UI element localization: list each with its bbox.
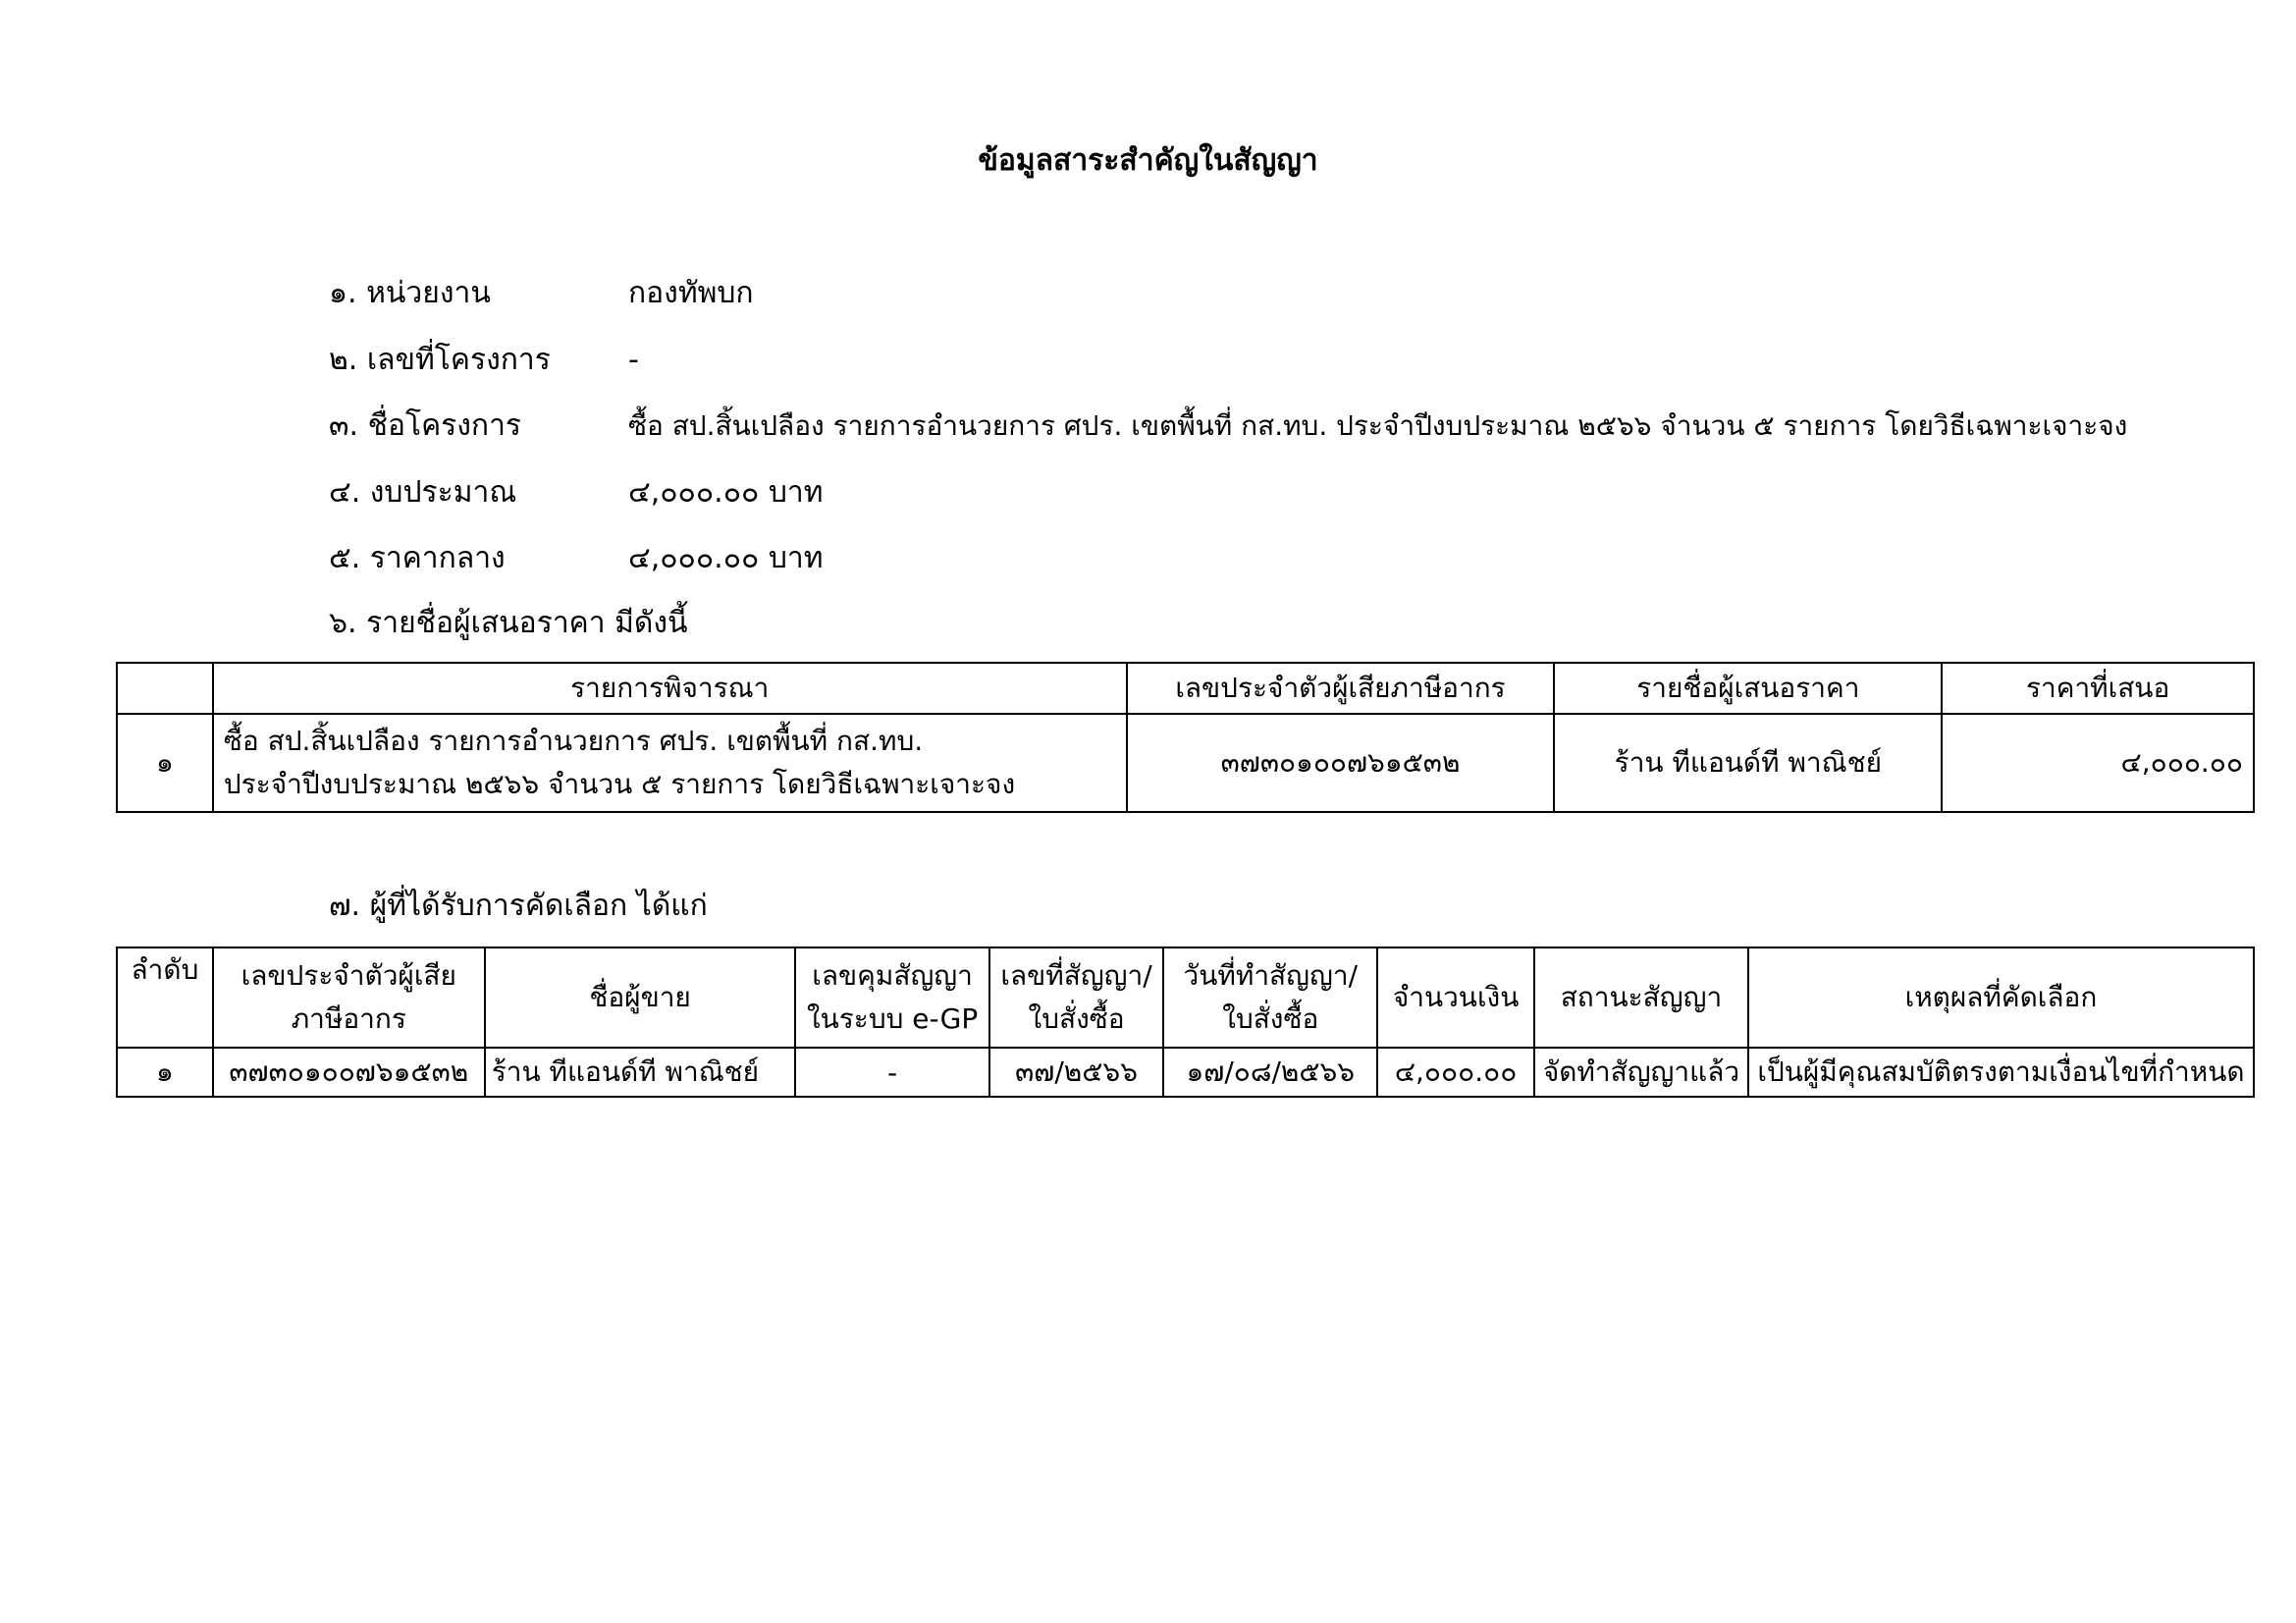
row-bidder: ร้าน ทีแอนด์ที พาณิชย์ — [1554, 714, 1942, 812]
column-header-number: ลำดับ — [117, 947, 213, 1048]
header-line: เลขประจำตัวผู้เสีย — [240, 959, 456, 992]
row-status: จัดทำสัญญาแล้ว — [1534, 1048, 1748, 1097]
column-header-reason: เหตุผลที่คัดเลือก — [1748, 947, 2254, 1048]
header-line: ภาษีอากร — [291, 1002, 406, 1035]
row-item-line: ซื้อ สป.สิ้นเปลือง รายการอำนวยการ ศปร. เขตพื้นที่ กส.ทบ. — [223, 725, 924, 757]
row-number: ๑ — [117, 1048, 213, 1097]
info-value: ซื้อ สป.สิ้นเปลือง รายการอำนวยการ ศปร. เขตพื้นที่ กส.ทบ. ประจำปีงบประมาณ ๒๕๖๖ จำนวน ๕ รายการ โดยวิธีเฉพาะเจาะจง — [628, 409, 2128, 442]
info-row-budget — [329, 472, 824, 514]
row-number: ๑ — [117, 714, 213, 812]
info-row-project-number — [329, 340, 639, 381]
column-header-status: สถานะสัญญา — [1534, 947, 1748, 1048]
row-tax-id: ๓๗๓๐๑๐๐๗๖๑๕๓๒ — [1127, 714, 1555, 812]
table-header-row — [117, 947, 2254, 1048]
info-label: ๕. ราคากลาง — [329, 541, 506, 575]
column-header-egp-number — [795, 947, 988, 1048]
column-header-bidder: รายชื่อผู้เสนอราคา — [1554, 663, 1942, 714]
info-value: - — [628, 343, 639, 377]
column-header-price: ราคาที่เสนอ — [1942, 663, 2254, 714]
info-row-project-name — [329, 406, 2127, 447]
row-item — [213, 714, 1127, 812]
bidders-table — [116, 662, 2255, 813]
info-row-agency — [329, 273, 754, 314]
info-value: ๔,๐๐๐.๐๐ บาท — [628, 475, 824, 510]
column-header-amount: จำนวนเงิน — [1377, 947, 1534, 1048]
info-label: ๒. เลขที่โครงการ — [329, 343, 551, 377]
column-header-item: รายการพิจารณา — [213, 663, 1127, 714]
info-label: ๔. งบประมาณ — [329, 475, 517, 510]
table-header-row — [117, 663, 2254, 714]
header-line: เลขคุมสัญญา — [812, 959, 973, 992]
column-header-contract-number — [989, 947, 1164, 1048]
header-line: ในระบบ e-GP — [806, 1002, 979, 1035]
row-seller: ร้าน ทีแอนด์ที พาณิชย์ — [485, 1048, 796, 1097]
row-item-line: ประจำปีงบประมาณ ๒๕๖๖ จำนวน ๕ รายการ โดยวิธีเฉพาะเจาะจง — [223, 768, 1016, 800]
info-value: กองทัพบก — [628, 276, 754, 310]
row-price: ๔,๐๐๐.๐๐ — [1942, 714, 2254, 812]
table-row — [117, 1048, 2254, 1097]
selected-heading: ๗. ผู้ที่ได้รับการคัดเลือก ได้แก่ — [329, 889, 708, 923]
info-label: ๑. หน่วยงาน — [329, 276, 491, 310]
header-line: เลขที่สัญญา/ — [1000, 959, 1152, 992]
bidders-heading: ๖. รายชื่อผู้เสนอราคา มีดังนี้ — [329, 606, 688, 640]
row-contract-number: ๓๗/๒๕๖๖ — [989, 1048, 1164, 1097]
row-amount: ๔,๐๐๐.๐๐ — [1377, 1048, 1534, 1097]
row-contract-date: ๑๗/๐๘/๒๕๖๖ — [1163, 1048, 1377, 1097]
column-header-tax-id — [213, 947, 485, 1048]
column-header-tax-id: เลขประจำตัวผู้เสียภาษีอากร — [1127, 663, 1555, 714]
row-tax-id: ๓๗๓๐๑๐๐๗๖๑๕๓๒ — [213, 1048, 485, 1097]
column-header-seller: ชื่อผู้ขาย — [485, 947, 796, 1048]
header-line: ใบสั่งซื้อ — [1222, 1002, 1319, 1035]
info-value: ๔,๐๐๐.๐๐ บาท — [628, 541, 824, 575]
header-line: ใบสั่งซื้อ — [1028, 1002, 1125, 1035]
column-header-contract-date — [1163, 947, 1377, 1048]
row-reason: เป็นผู้มีคุณสมบัติตรงตามเงื่อนไขที่กำหนด — [1748, 1048, 2254, 1097]
selected-table — [116, 947, 2255, 1098]
column-header-number — [117, 663, 213, 714]
header-line: วันที่ทำสัญญา/ — [1183, 959, 1359, 992]
info-row-median-price — [329, 538, 824, 579]
page-title: ข้อมูลสาระสำคัญในสัญญา — [978, 143, 1318, 178]
table-row — [117, 714, 2254, 812]
info-label: ๓. ชื่อโครงการ — [329, 408, 522, 443]
row-egp-number: - — [795, 1048, 988, 1097]
